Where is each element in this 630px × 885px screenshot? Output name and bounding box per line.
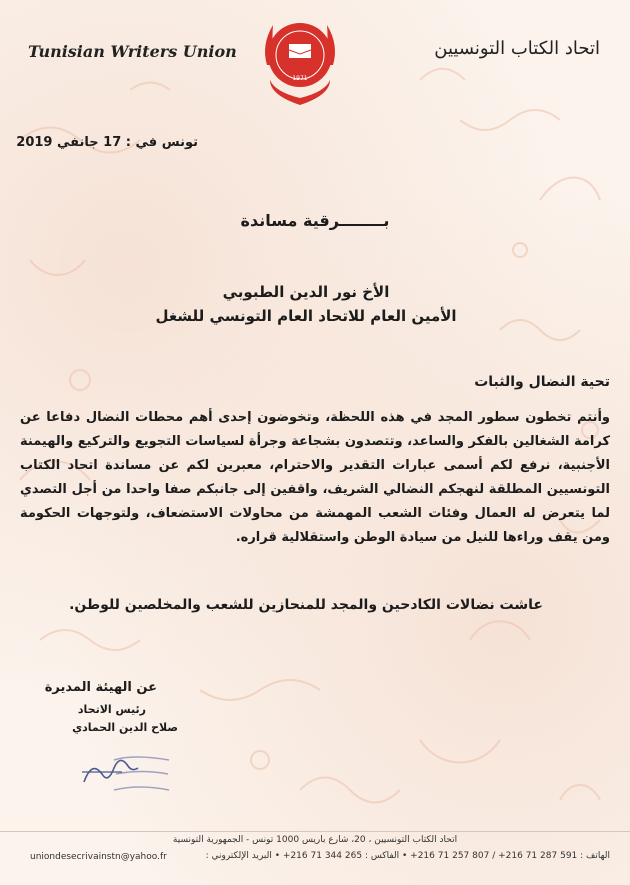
recipient-name: الأخ نور الدين الطبوبي xyxy=(222,283,390,301)
footer-divider xyxy=(0,831,630,832)
handwritten-signature xyxy=(80,752,140,792)
footer-address: اتحاد الكتاب التونسيين ، 20، شارع باريس 1000 تونس - الجمهورية التونسية xyxy=(172,835,458,845)
signature-line-name: صلاح الدين الحمادي xyxy=(72,721,178,734)
recipient-position: الأمين العام للاتحاد العام التونسي للشغل xyxy=(155,307,457,325)
logo-year: 1971 xyxy=(292,75,308,82)
signature-line-title: رئيس الاتحاد xyxy=(77,703,146,716)
signature-line-board: عن الهيئة المديرة xyxy=(44,680,157,695)
greeting: تحية النضال والثبات xyxy=(474,374,610,390)
footer-email[interactable]: uniondesecrivainstn@yahoo.fr xyxy=(30,852,167,862)
footer-contacts: الهاتف : 591 287 71 216+ / 807 257 71 216+ • الفاكس : 265 344 71 216+ • البريد الإلكتروني : xyxy=(205,851,610,861)
union-name-english: Tunisian Writers Union xyxy=(28,42,237,61)
letter-body: وأنتم تخطون سطور المجد في هذه اللحظة، وتخوضون إحدى أهم محطات النضال دفاعا عن كرامة الشغالين بالفكر والساعد، وتتصدون بشجاعة وجرأة لسياسات التجويع والتركيع والهيمنة الأجنبية، نرفع لكم أسمى عبارات التقدير والاحترام، معبرين لكم عن مساندة اتحاد الكتاب التونسيين المطلقة لنهجكم النضالي الشريف، واقفين إلى جانبكم صفا واحدا من أجل التصدي لما يتعرض له العمال وفئات الشعب المهمشة من محاولات الاستضعاف، ولتوجهات الحكومة ومن يقف وراءها للنيل من سيادة الوطن واستقلالية قراره. xyxy=(20,410,610,545)
closing-line: عاشت نضالات الكادحين والمجد للمنحازين للشعب والمخلصين للوطن. xyxy=(69,597,543,613)
letter-title: بــــــــرقية مساندة xyxy=(240,211,390,230)
letter-date: تونس في : 17 جانفي 2019 xyxy=(16,135,198,150)
union-logo xyxy=(255,10,345,110)
union-name-arabic: اتحاد الكتاب التونسيين xyxy=(434,38,600,59)
